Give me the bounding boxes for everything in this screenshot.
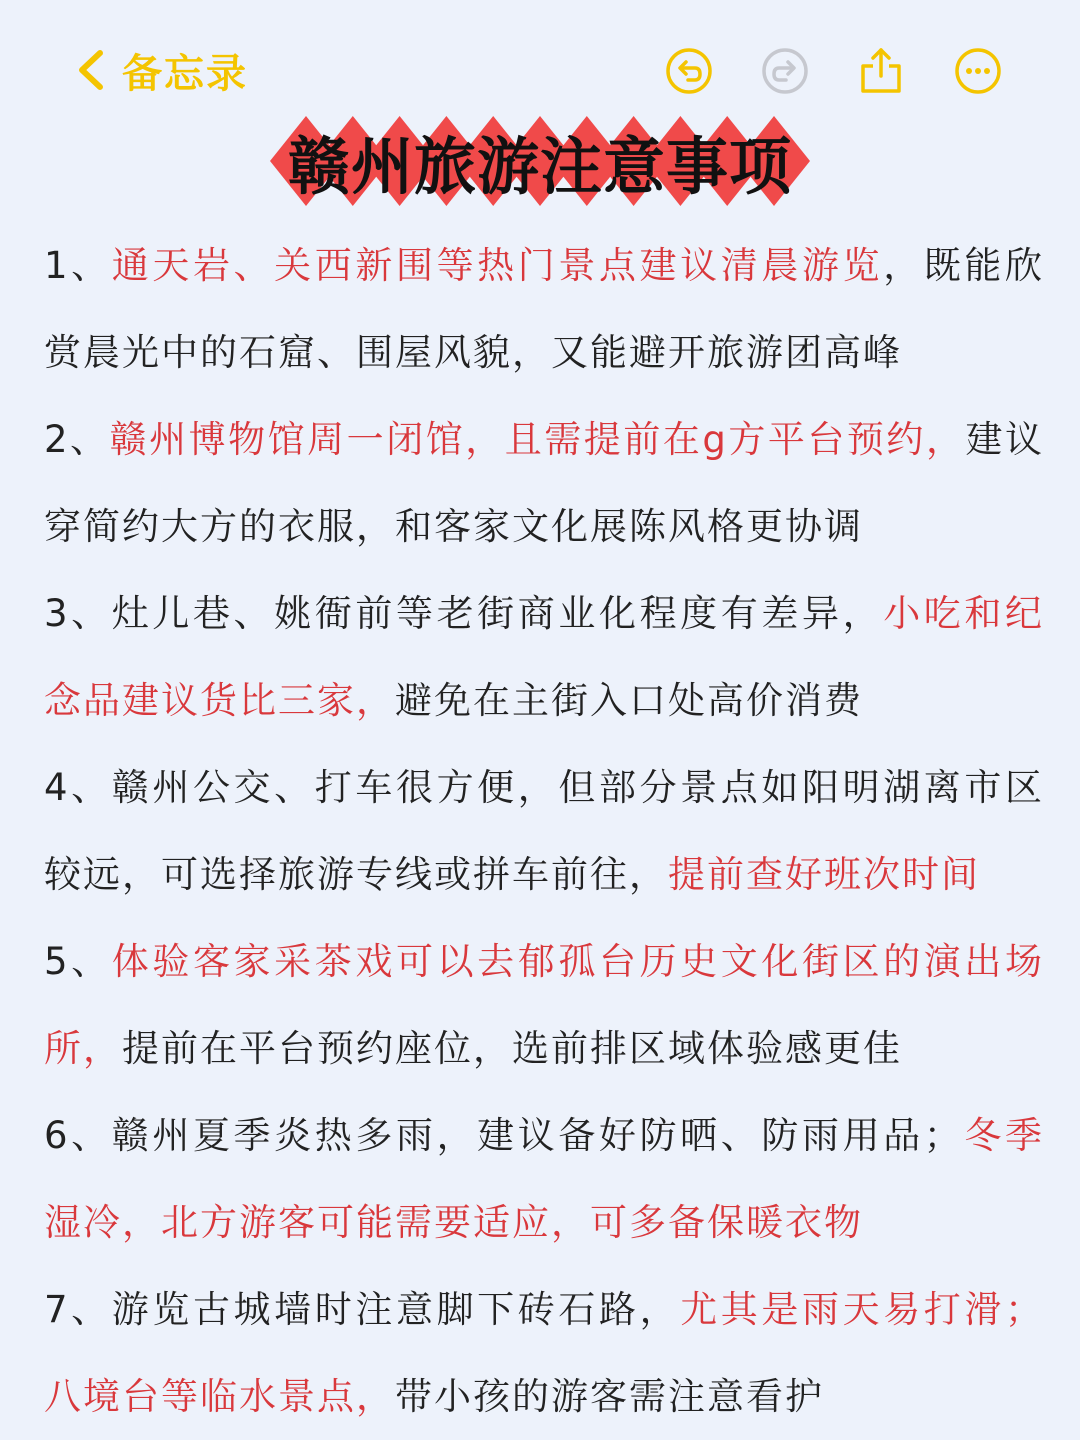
more-icon xyxy=(953,46,1003,96)
note-item xyxy=(44,222,1044,396)
highlighted-text: 提前查好班次时间 xyxy=(668,853,980,896)
undo-button[interactable] xyxy=(664,46,714,96)
more-button[interactable] xyxy=(953,46,1003,96)
item-number: 6、 xyxy=(44,1114,112,1157)
back-label: 备忘录 xyxy=(122,50,248,97)
note-item xyxy=(44,1266,1044,1440)
chevron-left-icon xyxy=(74,47,108,93)
note-item xyxy=(44,396,1044,570)
share-icon xyxy=(856,46,906,96)
highlighted-text: 通天岩、关西新围等热门景点建议清晨游览 xyxy=(111,244,884,287)
item-number: 1、 xyxy=(44,244,112,287)
highlighted-text: 尤其是雨天易打滑；八境台等临水景点， xyxy=(44,1288,1045,1418)
item-number: 3、 xyxy=(44,592,112,635)
note-item xyxy=(44,1092,1044,1266)
item-number: 2、 xyxy=(44,418,110,461)
highlighted-text: 冬季湿冷，北方游客可能需要适应，可多备保暖衣物 xyxy=(44,1114,1045,1244)
item-text: 提前在平台预约座位，选前排区域体验感更佳 xyxy=(122,1027,902,1070)
highlighted-text: 小吃和纪念品建议货比三家， xyxy=(44,592,1045,722)
item-number: 4、 xyxy=(44,766,112,809)
item-text: 游览古城墙时注意脚下砖石路， xyxy=(111,1288,681,1331)
item-number: 5、 xyxy=(44,940,112,983)
note-item xyxy=(44,918,1044,1092)
item-number: 7、 xyxy=(44,1288,112,1331)
item-text: 避免在主街入口处高价消费 xyxy=(395,679,863,722)
undo-icon xyxy=(664,46,714,96)
redo-button[interactable] xyxy=(760,46,810,96)
title-banner xyxy=(270,112,810,210)
top-toolbar xyxy=(0,0,1080,130)
item-text: 赣州公交、打车很方便，但部分景点如阳明湖离市区较远，可选择旅游专线或拼车前往， xyxy=(44,766,1044,896)
item-text: 赣州夏季炎热多雨，建议备好防晒、防雨用品； xyxy=(111,1114,963,1157)
note-item xyxy=(44,570,1044,744)
item-text: 灶儿巷、姚衙前等老街商业化程度有差异， xyxy=(111,592,884,635)
back-button[interactable] xyxy=(74,40,248,100)
item-text: ，既能欣赏晨光中的石窟、围屋风貌，又能避开旅游团高峰 xyxy=(44,244,1045,374)
highlighted-text: 体验客家采茶戏可以去郁孤台历史文化街区的演出场所， xyxy=(44,940,1044,1070)
page-title: 赣州旅游注意事项 xyxy=(287,129,792,203)
note-body[interactable] xyxy=(44,222,1044,1440)
note-item xyxy=(44,744,1044,918)
item-text: 带小孩的游客需注意看护 xyxy=(395,1375,824,1418)
highlighted-text: 赣州博物馆周一闭馆，且需提前在g方平台预约， xyxy=(109,418,966,461)
redo-icon xyxy=(760,46,810,96)
item-text: 建议穿简约大方的衣服，和客家文化展陈风格更协调 xyxy=(44,418,1044,548)
share-button[interactable] xyxy=(856,46,906,96)
